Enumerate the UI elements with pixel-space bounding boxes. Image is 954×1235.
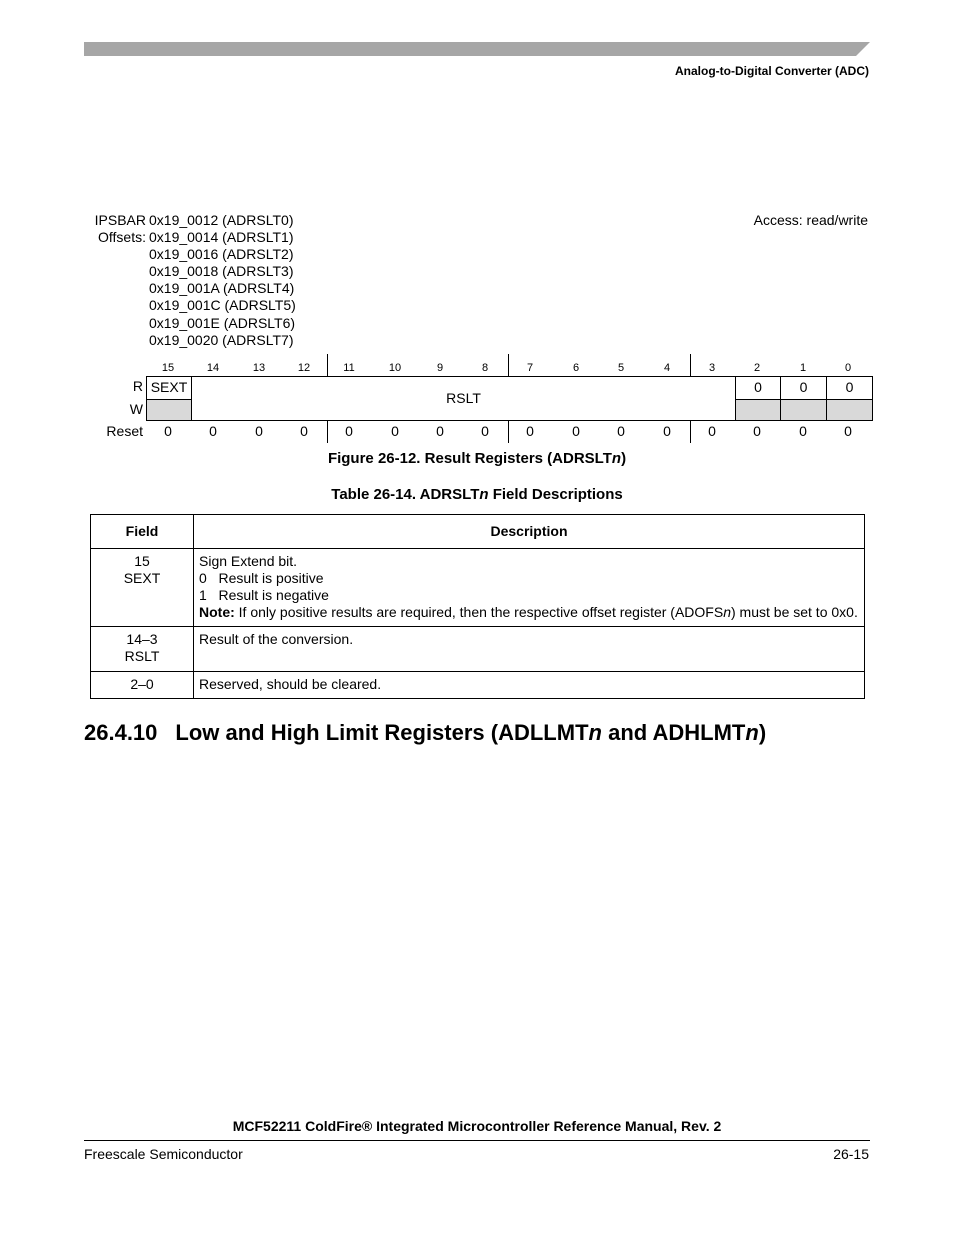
footer-page-number: 26-15 xyxy=(833,1146,869,1162)
nibble-divider xyxy=(508,354,509,376)
reset-value: 0 xyxy=(844,423,852,439)
offset-item: 0x19_0012 (ADRSLT0) xyxy=(149,212,294,228)
header-bar xyxy=(84,42,870,56)
table-row xyxy=(91,627,865,672)
description-cell xyxy=(194,627,865,672)
row-label-read: R xyxy=(132,378,143,394)
bit-number: 13 xyxy=(252,362,266,374)
reset-value: 0 xyxy=(481,423,489,439)
bit-number: 15 xyxy=(161,362,175,374)
bit-number: 7 xyxy=(526,362,534,374)
access-type: Access: read/write xyxy=(753,212,868,228)
bit-number: 11 xyxy=(343,362,355,374)
offset-item: 0x19_001C (ADRSLT5) xyxy=(149,297,296,314)
offset-item: 0x19_0014 (ADRSLT1) xyxy=(149,229,294,246)
field-bits: 2–0 xyxy=(130,676,154,692)
nibble-divider xyxy=(327,354,328,376)
rslt-label: RSLT xyxy=(446,390,481,406)
offset-item: 0x19_0020 (ADRSLT7) xyxy=(149,331,294,348)
reset-value: 0 xyxy=(255,423,263,439)
table-caption xyxy=(0,486,954,503)
reset-value: 0 xyxy=(526,423,534,439)
section-number: 26.4.10 xyxy=(84,720,158,745)
sext-field xyxy=(146,376,192,400)
offset-item: 0x19_001A (ADRSLT4) xyxy=(149,280,295,297)
field-cell xyxy=(91,549,194,627)
section-heading xyxy=(84,720,766,746)
reset-value: 0 xyxy=(391,423,399,439)
table-caption-italic: n xyxy=(479,486,489,503)
reset-value: 0 xyxy=(436,423,444,439)
sext-write-reserved xyxy=(146,399,192,421)
figure-caption-suffix: ) xyxy=(621,450,627,467)
field-name: RSLT xyxy=(124,648,160,664)
note-text: If only positive results are required, then the respective offset register (ADOFS xyxy=(234,604,724,620)
note-text: ) must be set to 0x0. xyxy=(731,604,858,620)
field-cell xyxy=(91,627,194,672)
rslt-field xyxy=(191,376,736,421)
nibble-divider xyxy=(327,421,328,443)
section-title: Low and High Limit Registers (ADLLMT xyxy=(175,720,589,745)
field-description-table xyxy=(90,514,865,699)
description-line: Result of the conversion. xyxy=(199,631,354,647)
header-description: Description xyxy=(194,515,865,549)
reset-value: 0 xyxy=(164,423,172,439)
field-name: SEXT xyxy=(123,570,161,586)
field-bits: 15 xyxy=(134,553,150,569)
section-title-italic: n xyxy=(588,720,602,745)
bit-number: 8 xyxy=(481,362,489,374)
section-title: and ADHLMT xyxy=(601,720,746,745)
offsets-label: Offsets: xyxy=(98,229,146,245)
bit-number: 3 xyxy=(708,362,716,374)
description-cell xyxy=(194,672,865,699)
header-field: Field xyxy=(91,515,194,549)
reset-value: 0 xyxy=(708,423,716,439)
reserved-bit-value: 0 xyxy=(754,379,762,395)
table-caption-prefix: Table 26-14. ADRSLT xyxy=(331,486,480,503)
reset-value: 0 xyxy=(300,423,308,439)
offset-item: 0x19_001E (ADRSLT6) xyxy=(149,314,296,331)
figure-caption xyxy=(0,450,954,467)
section-title-italic: n xyxy=(745,720,759,745)
bit-number: 10 xyxy=(388,362,402,374)
nibble-divider xyxy=(690,421,691,443)
bit-number: 4 xyxy=(663,362,671,374)
reset-value: 0 xyxy=(572,423,580,439)
note-italic: n xyxy=(723,604,731,620)
bit-number: 14 xyxy=(206,362,220,374)
running-header-title: Analog-to-Digital Converter (ADC) xyxy=(675,64,869,78)
description-line: Reserved, should be cleared. xyxy=(199,676,382,692)
bit-number: 6 xyxy=(572,362,580,374)
field-bits: 14–3 xyxy=(126,631,158,647)
offset-list xyxy=(149,212,296,349)
description-line: Sign Extend bit. xyxy=(199,553,298,569)
footer-manual-title: MCF52211 ColdFire® Integrated Microcontroller Reference Manual, Rev. 2 xyxy=(232,1118,722,1134)
nibble-divider xyxy=(690,354,691,376)
description-line: 0 Result is positive xyxy=(199,570,324,586)
description-line: 1 Result is negative xyxy=(199,587,329,603)
field-cell xyxy=(91,672,194,699)
description-note xyxy=(199,604,859,621)
note-label: Note: xyxy=(199,604,235,620)
offset-item: 0x19_0016 (ADRSLT2) xyxy=(149,246,294,263)
figure-caption-italic: n xyxy=(611,450,622,467)
row-label-reset: Reset xyxy=(106,423,143,439)
offset-item: 0x19_0018 (ADRSLT3) xyxy=(149,263,294,280)
table-row xyxy=(91,549,865,627)
bit-number: 0 xyxy=(844,362,852,374)
bit-number: 12 xyxy=(297,362,311,374)
table-row xyxy=(91,672,865,699)
reserved-bit-read xyxy=(826,376,873,400)
reset-value: 0 xyxy=(663,423,671,439)
reserved-bit-write xyxy=(780,399,827,421)
reset-value: 0 xyxy=(753,423,761,439)
reserved-bit-write xyxy=(735,399,781,421)
bit-number: 9 xyxy=(436,362,444,374)
bit-number: 2 xyxy=(753,362,761,374)
reset-value: 0 xyxy=(209,423,217,439)
table-caption-suffix: Field Descriptions xyxy=(488,486,623,503)
footer-divider xyxy=(84,1140,870,1141)
reserved-bit-write xyxy=(826,399,873,421)
reserved-bit-value: 0 xyxy=(845,379,854,395)
nibble-divider xyxy=(508,421,509,443)
ipsbar-label: IPSBAR xyxy=(94,212,146,228)
bit-number: 5 xyxy=(617,362,625,374)
sext-label: SEXT xyxy=(150,379,188,395)
reset-value: 0 xyxy=(617,423,625,439)
section-title: ) xyxy=(758,720,767,745)
bit-number: 1 xyxy=(799,362,807,374)
reset-value: 0 xyxy=(345,423,353,439)
reserved-bit-read xyxy=(735,376,781,400)
reserved-bit-value: 0 xyxy=(799,379,808,395)
footer-company: Freescale Semiconductor xyxy=(84,1146,243,1162)
table-header-row xyxy=(91,515,865,549)
figure-caption-prefix: Figure 26-12. Result Registers (ADRSLT xyxy=(327,450,612,467)
description-cell xyxy=(194,549,865,627)
reset-value: 0 xyxy=(799,423,807,439)
row-label-write: W xyxy=(129,401,143,417)
reserved-bit-read xyxy=(780,376,827,400)
